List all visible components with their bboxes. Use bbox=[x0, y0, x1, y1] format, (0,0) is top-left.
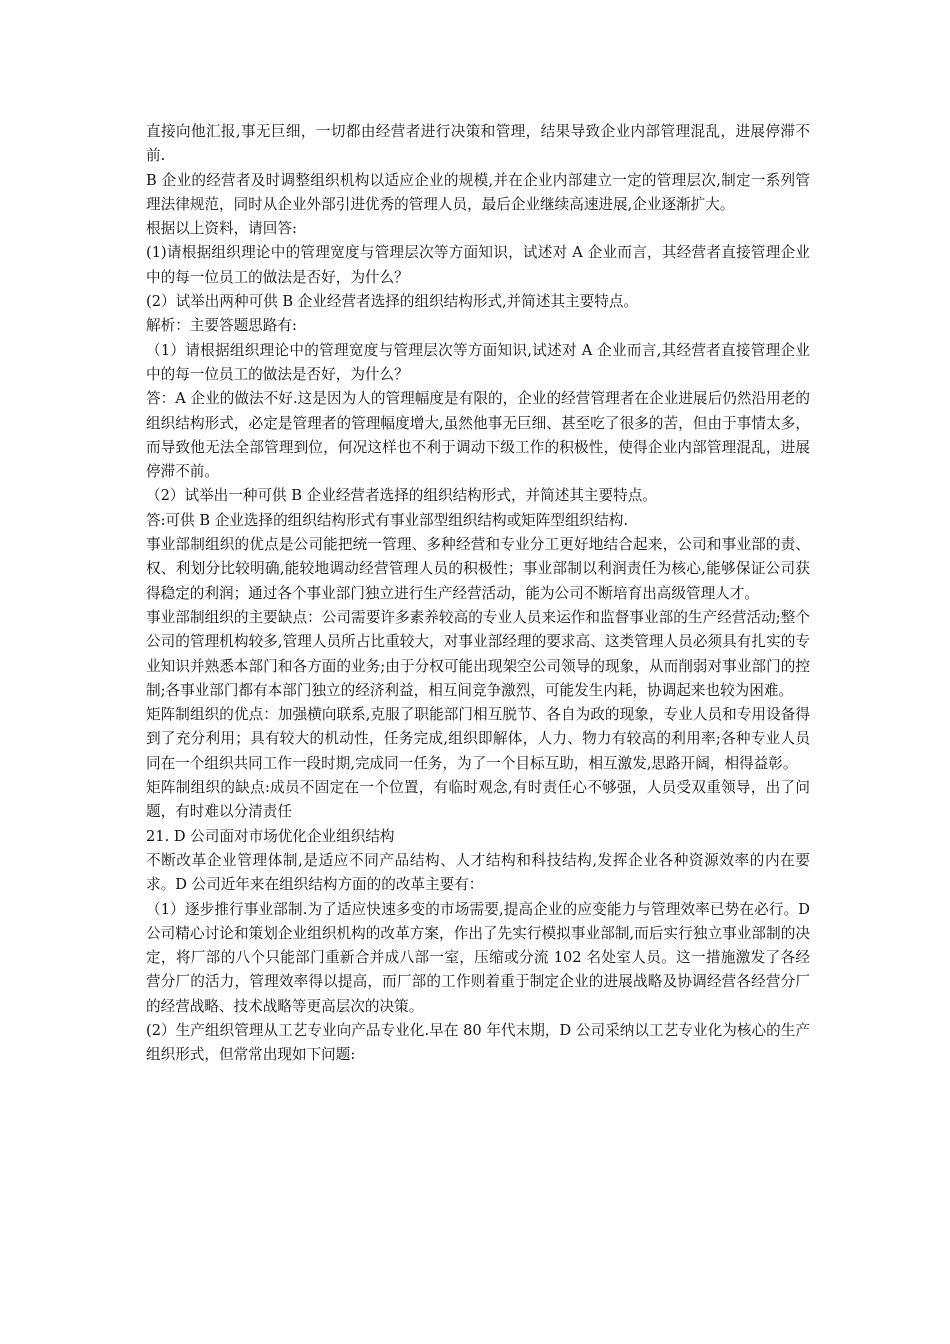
question-1: (1)请根据组织理论中的管理宽度与管理层次等方面知识，试述对 A 企业而言，其经营者直接管理企业中的每一位员工的做法是否好，为什么？ bbox=[146, 244, 810, 286]
answer-1: 答：A 企业的做法不好.这是因为人的管理幅度是有限的，企业的经营管理者在企业进展后仍然沿用老的组织结构形式，必定是管理者的管理幅度增大,虽然他事无巨细、甚至吃了很多的苦，但由于事情太多，而导致他无法全部管理到位，何况这样也不利于调动下级工作的积极性，使得企业内部管理混乱，进展停滞不前。 bbox=[146, 390, 810, 481]
paragraph: 事业部制组织的优点是公司能把统一管理、多种经营和专业分工更好地结合起来，公司和事业部的责、权、利划分比较明确,能较地调动经营管理人员的积极性；事业部制以利润责任为核心,能够保证公司获得稳定的利润；通过各个事业部门独立进行生产经营活动，能为公司不断培育出高级管理人才。 bbox=[146, 536, 810, 602]
paragraph: （1）逐步推行事业部制.为了适应快速多变的市场需要,提高企业的应变能力与管理效率已势在必行。D 公司精心讨论和策划企业组织机构的改革方案，作出了先实行模拟事业部制,而后实行独立事业部制的决定，将厂部的八个只能部门重新合并成八部一室，压缩或分流 102 名处室人员。这一措施激发了各经营分厂的活力，管理效率得以提高，而厂部的工作则着重于制定企业的进展战略及协调经营各经营分厂的经营战略、技术战略等更高层次的决策。 bbox=[146, 900, 810, 1015]
paragraph: （1）请根据组织理论中的管理宽度与管理层次等方面知识,试述对 A 企业而言,其经营者直接管理企业中的每一位员工的做法是否好，为什么？ bbox=[146, 341, 810, 383]
analysis-heading: 解析：主要答题思路有: bbox=[146, 317, 297, 335]
paragraph: B 企业的经营者及时调整组织机构以适应企业的规模,并在企业内部建立一定的管理层次,制定一系列管理法律规范，同时从企业外部引进优秀的管理人员，最后企业继续高速进展,企业逐渐扩大。 bbox=[146, 171, 810, 213]
paragraph: 不断改革企业管理体制,是适应不同产品结构、人才结构和科技结构,发挥企业各种资源效率的内在要求。D 公司近年来在组织结构方面的的改革主要有： bbox=[146, 851, 810, 894]
paragraph: 直接向他汇报,事无巨细，一切都由经营者进行决策和管理，结果导致企业内部管理混乱，进展停滞不前. bbox=[146, 123, 810, 165]
paragraph: 矩阵制组织的缺点:成员不固定在一个位置，有临时观念,有时责任心不够强，人员受双重领导，出了问题，有时难以分清责任 bbox=[146, 779, 810, 821]
paragraph: (2）生产组织管理从工艺专业向产品专业化.早在 80 年代末期，D 公司采纳以工艺专业化为核心的生产组织形式，但常常出现如下问题: bbox=[146, 1021, 810, 1064]
paragraph: （2）试举出一种可供 B 企业经营者选择的组织结构形式，并简述其主要特点。 bbox=[146, 487, 657, 505]
paragraph: 事业部制组织的主要缺点：公司需要许多素养较高的专业人员来运作和监督事业部的生产经营活动;整个公司的管理机构较多,管理人员所占比重较大，对事业部经理的要求高、这类管理人员必须具有扎实的专业知识并熟悉本部门和各方面的业务;由于分权可能出现架空公司领导的现象，从而削弱对事业部门的控制;各事业部门都有本部门独立的经济利益，相互间竞争激烈，可能发生内耗，协调起来也较为困难。 bbox=[146, 608, 810, 699]
document-body bbox=[146, 120, 810, 1068]
question-2: (2）试举出两种可供 B 企业经营者选择的组织结构形式,并简述其主要特点。 bbox=[146, 293, 639, 311]
paragraph: 矩阵制组织的优点：加强横向联系,克服了职能部门相互脱节、各自为政的现象，专业人员和专用设备得到了充分利用；具有较大的机动性，任务完成,组织即解体，人力、物力有较高的利用率;各种专业人员同在一个组织共同工作一段时期,完成同一任务，为了一个目标互助，相互激发,思路开阔，相得益彰。 bbox=[146, 706, 810, 772]
answer-2: 答:可供 B 企业选择的组织结构形式有事业部型组织结构或矩阵型组织结构. bbox=[146, 511, 628, 529]
paragraph: 根据以上资料，请回答: bbox=[146, 220, 297, 238]
section-heading-21: 21. D 公司面对市场优化企业组织结构 bbox=[146, 827, 395, 845]
